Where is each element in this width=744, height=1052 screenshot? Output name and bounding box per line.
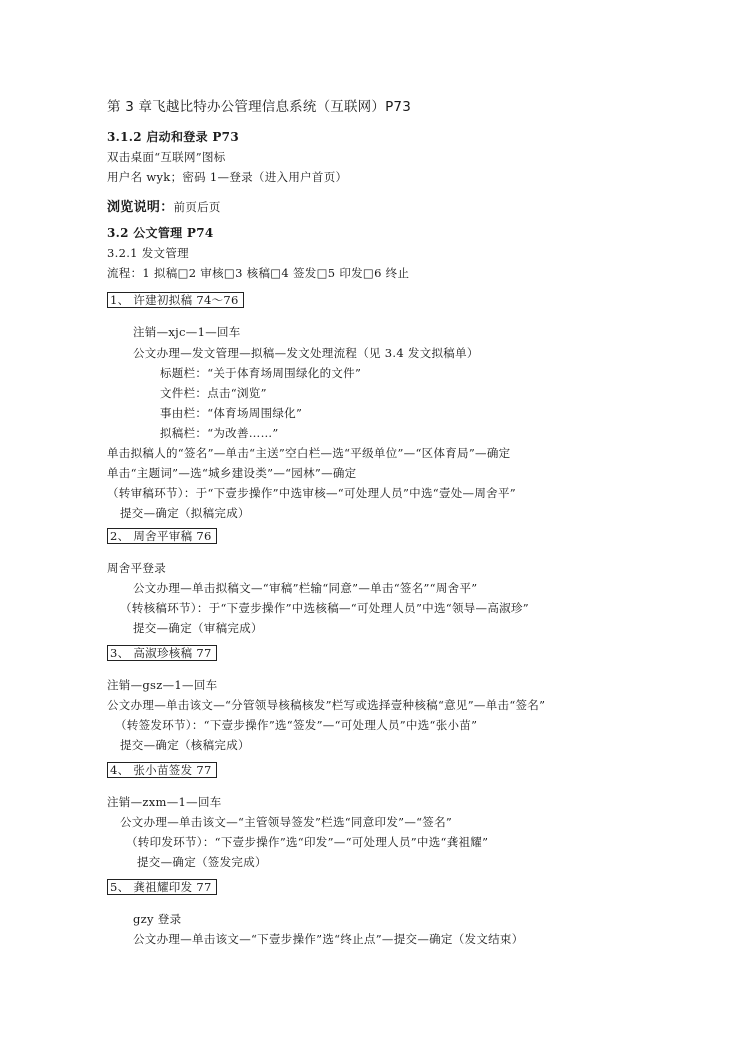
step-line: 注销—zxm—1—回车 bbox=[107, 795, 222, 809]
step-line: 注销—gsz—1—回车 bbox=[107, 678, 218, 692]
step-line: 提交—确定（核稿完成） bbox=[120, 738, 250, 752]
browse-note-text: 前页后页 bbox=[173, 200, 221, 214]
step-box-4: 4、 张小苗签发 77 bbox=[107, 762, 217, 778]
step-line: 事由栏：“体育场周围绿化” bbox=[160, 406, 303, 420]
flow-line: 流程：1 拟稿□2 审核□3 核稿□4 签发□5 印发□6 终止 bbox=[107, 266, 410, 280]
step-line: gzy 登录 bbox=[133, 912, 182, 926]
browse-note-label: 浏览说明： bbox=[107, 200, 174, 215]
chapter-title: 第 3 章飞越比特办公管理信息系统（互联网）P73 bbox=[107, 99, 411, 115]
section-heading-3-1-2: 3.1.2 启动和登录 P73 bbox=[107, 130, 239, 144]
step-box-3: 3、 高淑珍核稿 77 bbox=[107, 645, 217, 661]
step-line: 单击拟稿人的“签名”—单击“主送”空白栏—选“平级单位”—“区体育局”—确定 bbox=[107, 446, 511, 460]
subsection-heading: 3.2.1 发文管理 bbox=[107, 246, 189, 260]
text-line: 双击桌面“互联网”图标 bbox=[107, 150, 226, 164]
step-box-1: 1、 许建初拟稿 74～76 bbox=[107, 292, 244, 308]
step-line: 公文办理—单击该文—“分管领导核稿核发”栏写或选择壹种核稿“意见”—单击“签名” bbox=[107, 698, 546, 712]
step-line: 公文办理—发文管理—拟稿—发文处理流程（见 3.4 发文拟稿单） bbox=[133, 346, 479, 360]
step-line: 注销—xjc—1—回车 bbox=[133, 325, 241, 339]
step-box-5: 5、 龚祖耀印发 77 bbox=[107, 879, 217, 895]
step-line: 单击“主题词”—选“城乡建设类”—“园林”—确定 bbox=[107, 466, 357, 480]
step-line: （转审稿环节）：于“下壹步操作”中选审核—“可处理人员”中选“壹处—周舍平” bbox=[107, 486, 516, 500]
step-line: 公文办理—单击拟稿文—“审稿”栏输“同意”—单击“签名”“周舍平” bbox=[133, 581, 478, 595]
step-line: 文件栏：点击“浏览” bbox=[160, 386, 267, 400]
step-line: 拟稿栏：“为改善……” bbox=[160, 426, 279, 440]
browse-note bbox=[107, 200, 221, 215]
text-line: 用户名 wyk；密码 1—登录（进入用户首页） bbox=[107, 170, 348, 184]
step-line: 公文办理—单击该文—“下壹步操作”选“终止点”—提交—确定（发文结束） bbox=[133, 932, 524, 946]
step-line: 周舍平登录 bbox=[107, 561, 166, 575]
step-box-2: 2、 周舍平审稿 76 bbox=[107, 528, 217, 544]
section-heading-3-2: 3.2 公文管理 P74 bbox=[107, 226, 214, 240]
step-line: 提交—确定（拟稿完成） bbox=[120, 506, 250, 520]
step-line: 提交—确定（审稿完成） bbox=[133, 621, 263, 635]
step-line: 提交—确定（签发完成） bbox=[137, 855, 267, 869]
step-line: （转签发环节）：“下壹步操作”选“签发”—“可处理人员”中选“张小苗” bbox=[115, 718, 478, 732]
step-line: （转印发环节）：“下壹步操作”选“印发”—“可处理人员”中选“龚祖耀” bbox=[126, 835, 489, 849]
step-line: （转核稿环节）：于“下壹步操作”中选核稿—“可处理人员”中选“领导—高淑珍” bbox=[120, 601, 529, 615]
step-line: 标题栏：“关于体育场周围绿化的文件” bbox=[160, 366, 362, 380]
step-line: 公文办理—单击该文—“主管领导签发”栏选“同意印发”—“签名” bbox=[120, 815, 453, 829]
